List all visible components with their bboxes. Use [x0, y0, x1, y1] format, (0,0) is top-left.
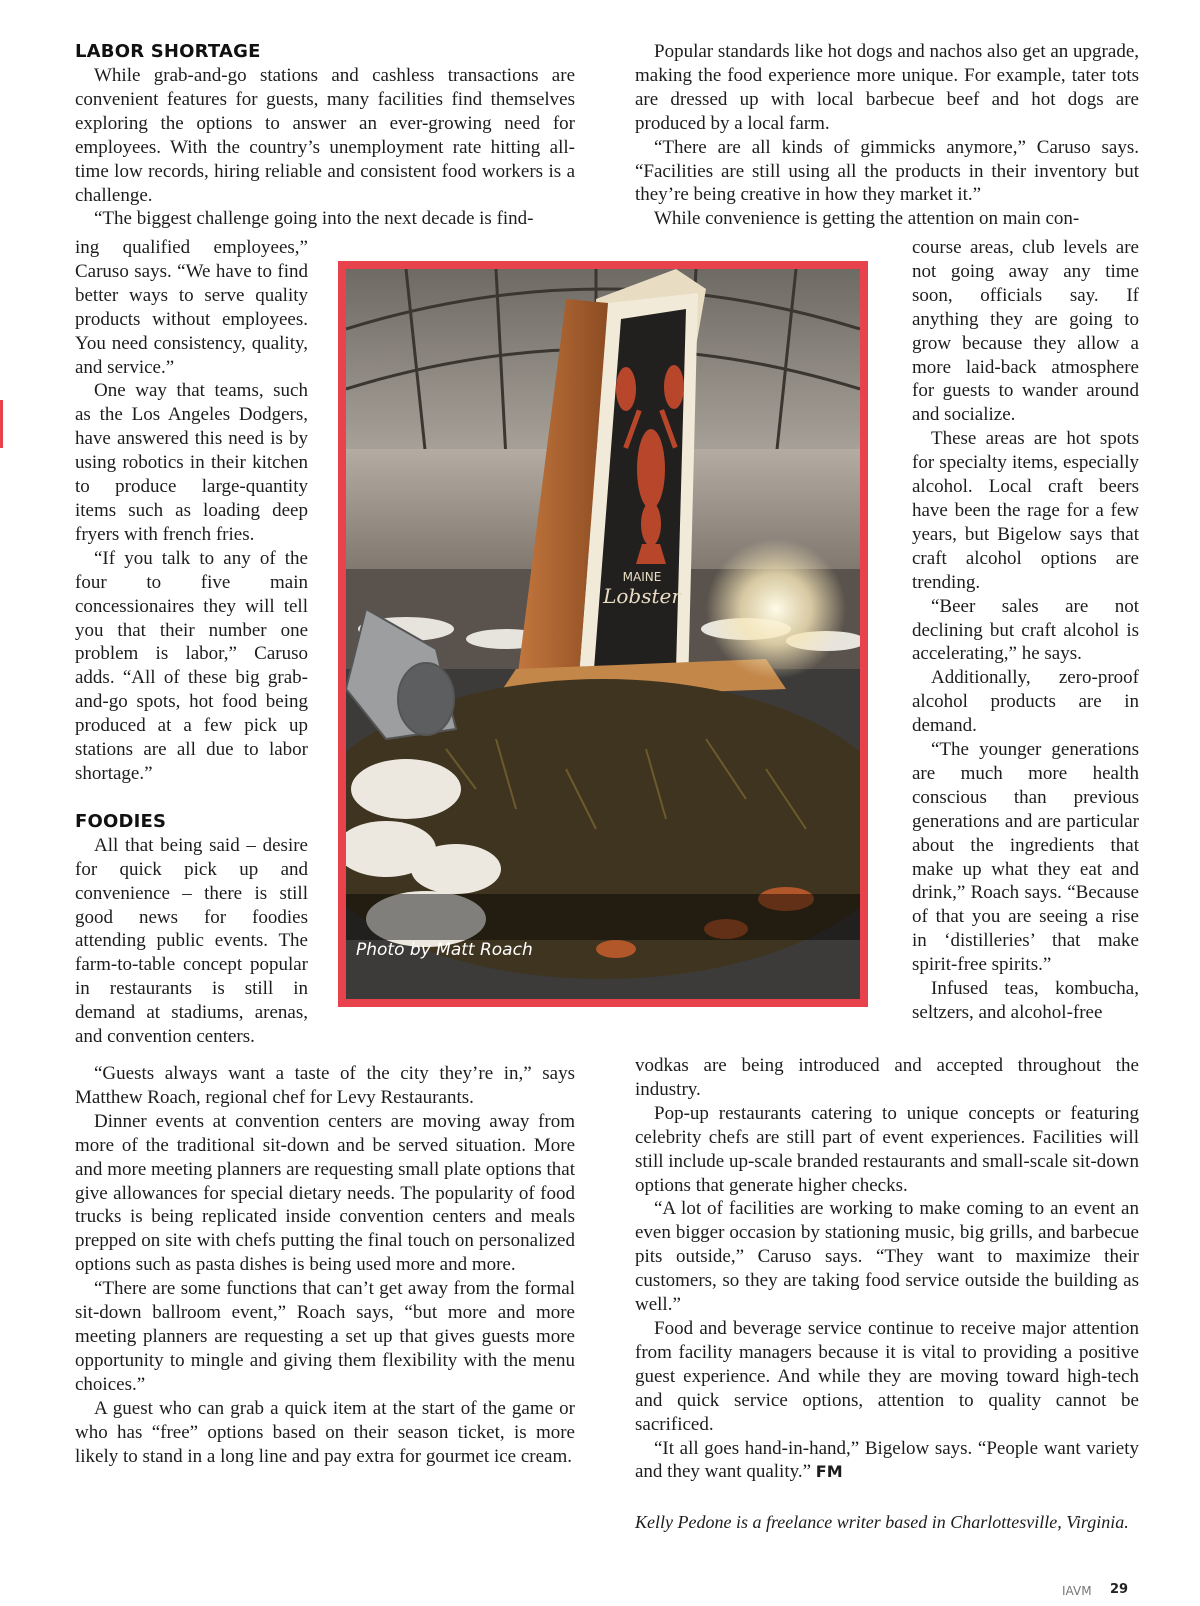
paragraph: Infused teas, kombucha, seltzers, and alcohol-free [912, 978, 1139, 1023]
paragraph: ing qualified employees,” Caruso says. “We have to find better ways to serve quality products without employees. You need consistency, quality, and service.” [75, 237, 308, 378]
paragraph: While grab-and-go stations and cashless transactions are convenient features for guests, many facilities find themselves exploring the options to answer an ever-growing need for employees. With the country’s unemployment rate hitting all-time low records, hiring reliable and consistent food workers is a challenge. [75, 65, 575, 206]
paragraph: course areas, club levels are not going away any time soon, officials say. If anything they are going to grow because they allow a more laid-back atmosphere for guests to wander around and socialize. [912, 237, 1139, 426]
photo-illustration [346, 269, 860, 999]
paragraph: “The biggest challenge going into the next decade is find- [94, 208, 534, 230]
paragraph: “There are all kinds of gimmicks anymore,” Caruso says. “Facilities are still using all the products in their inventory but they’re being creative in how they market it.” [635, 136, 1139, 206]
paragraph: Food and beverage service continue to receive major attention from facility managers because it is vital to providing a positive guest experience. And while they are moving toward high-tech and quick service options, attention to quality cannot be sacrificed. [635, 1317, 1139, 1435]
paragraph: Pop-up restaurants catering to unique concepts or featuring celebrity chefs are still part of event experiences. Facilities will still include up-scale branded restaurants and small-scale sit-down options that generate higher checks. [635, 1102, 1139, 1196]
closing-quote: “It all goes hand-in-hand,” Bigelow says. “People want variety and they want quality.” [635, 1437, 1139, 1483]
paragraph: Popular standards like hot dogs and nachos also get an upgrade, making the food experience more unique. For example, tater tots are dressed up with local barbecue beef and hot dogs are produced by a local farm. [635, 41, 1139, 134]
photo-credit: Photo by Matt Roach [356, 940, 533, 960]
photo-lobster-display [346, 269, 860, 999]
paragraph: “Beer sales are not declining but craft alcohol is accelerating,” he says. [912, 595, 1139, 665]
paragraph: Dinner events at convention centers are moving away from more of the traditional sit-down and be served situation. More and more meeting planners are requesting small plate options that give allowances for special dietary needs. The popularity of food trucks is being replicated inside convention centers and meals prepped on site with chefs putting the final touch on personalized options such as pasta dishes is being used more and more. [75, 1110, 575, 1276]
paragraph: “There are some functions that can’t get away from the formal sit-down ballroom event,” Roach says, “but more and more meeting planners are requesting a set up that gives guests more opportunity to mingle and giving them flexibility with the menu choices.” [75, 1278, 575, 1395]
credit-band [346, 894, 860, 940]
paragraph: vodkas are being introduced and accepted throughout the industry. [635, 1055, 1139, 1100]
sign-text-lobster: Lobster [603, 584, 681, 608]
paragraph: A guest who can grab a quick item at the start of the game or who has “free” options based on their season ticket, is more likely to stand in a long line and pay extra for gourmet ice cream. [75, 1397, 575, 1467]
left-column-narrow [75, 236, 308, 1049]
author-byline: Kelly Pedone is a freelance writer based in Charlottesville, Virginia. [635, 1512, 1129, 1532]
heat-lamp-glow [706, 539, 846, 679]
publication-name: IAVM [1062, 1584, 1092, 1598]
paragraph: “If you talk to any of the four to five main concessionaires they will tell you that their number one problem is labor,” Caruso adds. “All of these big grab-and-go spots, hot food being produced at a few pick up stations are all due to labor shortage.” [75, 547, 308, 784]
paragraph: “Guests always want a taste of the city they’re in,” says Matthew Roach, regional chef for Levy Restaurants. [75, 1063, 575, 1108]
end-mark: FM [815, 1462, 843, 1482]
sign-text-maine: MAINE [622, 570, 662, 584]
paragraph: “A lot of facilities are working to make coming to an event an even bigger occasion by stationing music, big grills, and barbecue pits outside,” Caruso says. “They want to maximize their customers, so they are taking food service outside the building as well.” [635, 1198, 1139, 1316]
paragraph: Additionally, zero-proof alcohol products are in demand. [912, 667, 1139, 737]
paragraph: One way that teams, such as the Los Angeles Dodgers, have answered this need is by using robotics in their kitchen to produce large-quantity items such as loading deep fryers with french fries. [75, 380, 308, 545]
page-number: 29 [1110, 1582, 1129, 1597]
right-column-narrow [912, 236, 1139, 1025]
paragraph: While convenience is getting the attention on main con- [654, 208, 1080, 230]
page-edge-marker [0, 400, 3, 448]
left-column-bottom [75, 1062, 575, 1468]
right-column-bottom [635, 1054, 1139, 1484]
paragraph: “The younger generations are much more health conscious than previous generations and are particular about the ingredients that make up what they eat and drink,” Roach says. “Because of that you are seeing a rise in ‘distilleries’ that make spirit-free spirits.” [912, 739, 1139, 976]
heading-foodies: FOODIES [75, 810, 167, 832]
heading-labor-shortage: LABOR SHORTAGE [75, 41, 261, 62]
paragraph: All that being said – desire for quick pick up and convenience – there is still good news for foodies attending public events. The farm-to-table concept popular in restaurants is still in demand at stadiums, arenas, and convention centers. [75, 834, 308, 1048]
right-column-top [635, 40, 1139, 231]
paragraph: These areas are hot spots for specialty items, especially alcohol. Local craft beers have been the rage for a few years, but Bigelow says that craft alcohol options are trending. [912, 428, 1139, 593]
left-column-top [75, 40, 575, 231]
paragraph [635, 1437, 1139, 1485]
